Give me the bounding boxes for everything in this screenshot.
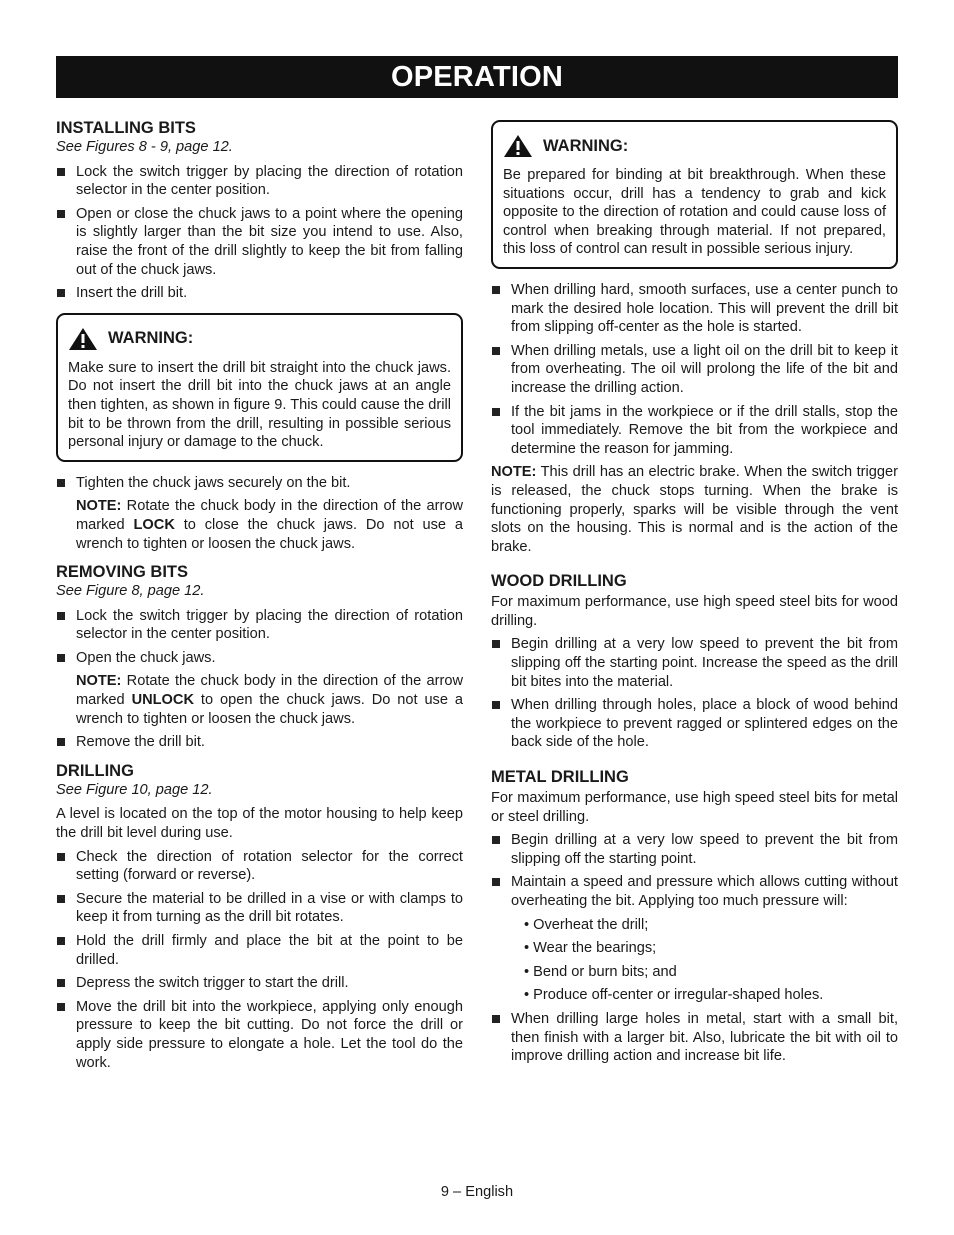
heading-removing-bits: REMOVING BITS bbox=[56, 563, 189, 582]
warning-triangle-icon bbox=[68, 327, 98, 351]
note-text: to close the chuck jaws. Do not use a wrench to tighten or loosen the chuck jaws. bbox=[76, 516, 463, 552]
warning-header bbox=[68, 327, 451, 351]
warning-box bbox=[491, 120, 898, 269]
warning-box bbox=[56, 313, 463, 462]
note-paragraph bbox=[56, 497, 463, 553]
heading-installing-bits: INSTALLING BITS bbox=[56, 119, 196, 137]
right-column bbox=[491, 120, 898, 1071]
figure-reference: See Figure 10, page 12. bbox=[56, 781, 213, 798]
heading-drilling: DRILLING bbox=[56, 761, 134, 780]
list-item: Remove the drill bit. bbox=[56, 733, 463, 752]
list-item: Check the direction of rotation selector for the correct setting (forward or reverse). bbox=[56, 848, 463, 885]
list-item: Lock the switch trigger by placing the direction of rotation selector in the center position. bbox=[56, 607, 463, 644]
warning-label: WARNING: bbox=[108, 329, 194, 348]
intro-paragraph: For maximum performance, use high speed steel bits for wood drilling. bbox=[491, 594, 898, 629]
list-item: Open or close the chuck jaws to a point where the opening is slightly larger than the bit size you intend to use. Also, raise the front of the drill slightly to keep the bit from falling out of the chuck jaws. bbox=[56, 205, 463, 279]
page-footer: 9 – English bbox=[440, 1184, 514, 1200]
list-item: Tighten the chuck jaws securely on the bit. bbox=[56, 474, 463, 493]
note-label: NOTE: bbox=[491, 464, 537, 481]
warning-text: Be prepared for binding at bit breakthrough. When these situations occur, drill has a tendency to grab and kick opposite to the direction of rotation and could cause loss of control when breaking through material. If not prepared, this loss of control can result in possible serious injury. bbox=[503, 167, 886, 258]
note-text: Rotate the chuck body in the direction of the arrow marked bbox=[76, 498, 463, 533]
list-item: Begin drilling at a very low speed to prevent the bit from slipping off the starting point. bbox=[491, 831, 898, 868]
heading-metal-drilling: METAL DRILLING bbox=[491, 768, 629, 787]
sub-list-item: • Wear the bearings; bbox=[524, 940, 657, 957]
note-bold: LOCK bbox=[133, 516, 175, 533]
warning-triangle-icon bbox=[503, 134, 533, 158]
list-item: Depress the switch trigger to start the drill. bbox=[56, 974, 463, 993]
list-item: If the bit jams in the workpiece or if the drill stalls, stop the tool immediately. Remove the bit from the workpiece and determine the reason for jamming. bbox=[491, 403, 898, 459]
figure-reference: See Figures 8 - 9, page 12. bbox=[56, 139, 233, 155]
list-item: When drilling through holes, place a block of wood behind the workpiece to prevent ragged or splintered edges on the back side of the hole. bbox=[491, 696, 898, 752]
warning-label: WARNING: bbox=[543, 136, 629, 155]
intro-paragraph: A level is located on the top of the motor housing to help keep the drill bit level during use. bbox=[56, 806, 463, 842]
warning-header bbox=[503, 134, 886, 158]
warning-text: Make sure to insert the drill bit straight into the chuck jaws. Do not insert the drill bit into the chuck jaws at an angle then tighten, as shown in figure 9. This could cause the drill bit to be thrown from the drill, resulting in possible serious personal injury or damage to the chuck. bbox=[68, 359, 451, 451]
list-item: Move the drill bit into the workpiece, applying only enough pressure to keep the bit cutting. Do not force the drill or apply side pressure to elongate a hole. Let the tool do the work. bbox=[56, 998, 463, 1072]
sub-list-item: • Produce off-center or irregular-shaped holes. bbox=[524, 987, 824, 1004]
list-item: Insert the drill bit. bbox=[56, 284, 463, 303]
note-text: to open the chuck jaws. Do not use a wrench to tighten or loosen the chuck jaws. bbox=[76, 692, 463, 727]
list-item: When drilling metals, use a light oil on the drill bit to keep it from overheating. The oil will prolong the life of the bit and increase the drilling action. bbox=[491, 342, 898, 398]
sub-list-item: • Bend or burn bits; and bbox=[524, 963, 677, 980]
note-label: NOTE: bbox=[76, 498, 122, 515]
note-label: NOTE: bbox=[76, 673, 122, 690]
list-item: Open the chuck jaws. bbox=[56, 649, 463, 668]
intro-paragraph: For maximum performance, use high speed steel bits for metal or steel drilling. bbox=[491, 790, 898, 825]
list-item: When drilling large holes in metal, start with a small bit, then finish with a larger bit. Also, lubricate the bit with oil to improve drilling action and increase bit life. bbox=[491, 1010, 898, 1066]
note-paragraph bbox=[491, 463, 898, 556]
note-text: Rotate the chuck body in the direction of the arrow marked bbox=[76, 673, 463, 709]
note-bold: UNLOCK bbox=[131, 692, 194, 709]
heading-wood-drilling: WOOD DRILLING bbox=[491, 572, 627, 591]
note-text: This drill has an electric brake. When the switch trigger is released, the chuck stops turning. When the brake is functioning properly, sparks will be visible through the vent slots on the housing. This is normal and is the action of the brake. bbox=[491, 464, 898, 555]
list-item: Hold the drill firmly and place the bit at the point to be drilled. bbox=[56, 932, 463, 969]
note-paragraph bbox=[56, 672, 463, 728]
list-item: Lock the switch trigger by placing the direction of rotation selector in the center position. bbox=[56, 163, 463, 200]
figure-reference: See Figure 8, page 12. bbox=[56, 583, 205, 600]
list-item: Maintain a speed and pressure which allows cutting without overheating the bit. Applying too much pressure will: bbox=[491, 873, 898, 910]
section-banner: OPERATION bbox=[56, 56, 898, 98]
list-item: Begin drilling at a very low speed to prevent the bit from slipping off the starting point. Increase the speed as the drill bit bites into the material. bbox=[491, 635, 898, 691]
list-item: When drilling hard, smooth surfaces, use a center punch to mark the desired hole location. This will prevent the drill bit from slipping off-center as the hole is started. bbox=[491, 281, 898, 337]
list-item: Secure the material to be drilled in a vise or with clamps to keep it from turning as the drill bit rotates. bbox=[56, 890, 463, 927]
left-column bbox=[56, 118, 463, 1077]
sub-list-item: • Overheat the drill; bbox=[524, 916, 649, 933]
